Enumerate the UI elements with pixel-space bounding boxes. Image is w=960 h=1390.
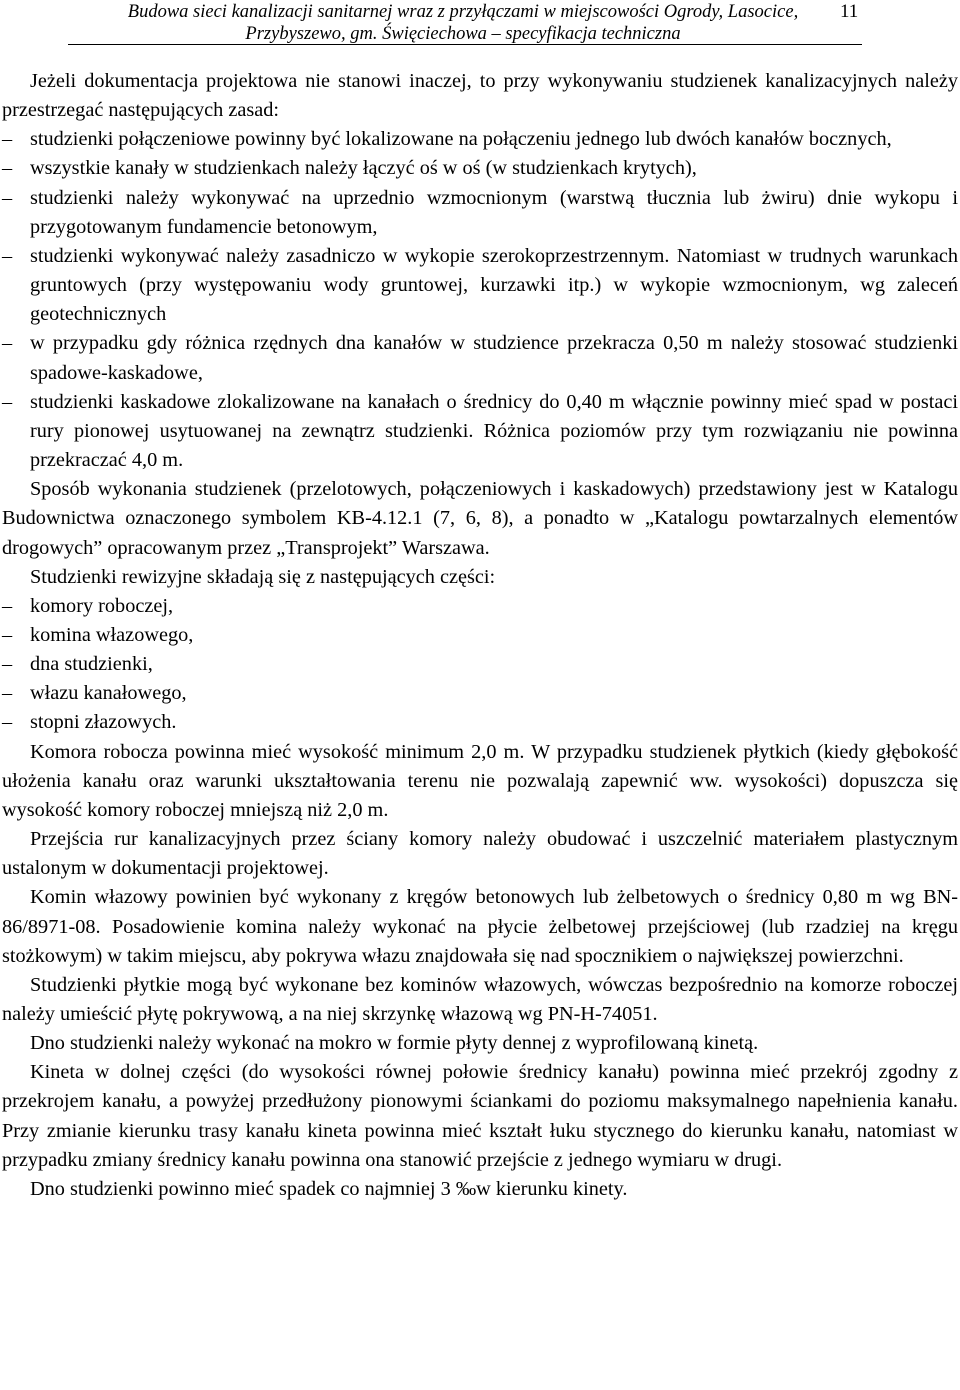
parts-list: [2, 592, 958, 738]
paragraph: Komin włazowy powinien być wykonany z kręgów betonowych lub żelbetowych o średnicy 0,80 m wg BN-86/8971-08. Posadowienie komina należy wykonać na płycie żelbetowej przejściowej (lub rzadziej na kręgu stożkowym) w takim miejscu, aby pokrywa włazu znajdowała się nad spocznikiem o największej powierzchni.: [2, 886, 958, 967]
list-item: – włazu kanałowego,: [2, 679, 958, 708]
paragraph: Studzienki rewizyjne składają się z następujących części:: [30, 565, 496, 588]
paragraph: Przejścia rur kanalizacyjnych przez ściany komory należy obudować i uszczelnić materiałem plastycznym ustalonym w dokumentacji projektowej.: [2, 828, 958, 880]
header-title: [68, 1, 858, 45]
paragraph: Dno studzienki powinno mieć spadek co najmniej 3 ‰w kierunku kinety.: [30, 1177, 628, 1200]
list-item: – studzienki kaskadowe zlokalizowane na kanałach o średnicy do 0,40 m włącznie powinny mieć spad w postaci rury pionowej usytuowanej na zewnątrz studzienki. Różnica poziomów przy tym rozwiązaniu nie powinna przekraczać 4,0 m.: [2, 388, 958, 475]
paragraph: Sposób wykonania studzienek (przelotowych, połączeniowych i kaskadowych) przedstawiony jest w Katalogu Budownictwa oznaczonego symbolem KB-4.12.1 (7, 6, 8), a ponadto w „Katalogu powtarzalnych elementów drogowych” opracowanym przez „Transprojekt” Warszawa.: [2, 478, 958, 559]
list-item: – w przypadku gdy różnica rzędnych dna kanałów w studzience przekracza 0,50 m należy stosować studzienki spadowe-kaskadowe,: [2, 329, 958, 387]
header-title-line-2: Przybyszewo, gm. Święciechowa – specyfikacja techniczna: [245, 24, 681, 44]
list-item: – komina włazowego,: [2, 621, 958, 650]
page-number: 11: [840, 1, 859, 22]
list-item: – komory roboczej,: [2, 592, 958, 621]
list-item: – wszystkie kanały w studzienkach należy łączyć oś w oś (w studzienkach krytych),: [2, 154, 958, 183]
header-title-line-1: Budowa sieci kanalizacji sanitarnej wraz z przyłączami w miejscowości Ogrody, Lasocice,: [127, 2, 799, 22]
list-item: – stopni złazowych.: [2, 708, 958, 737]
list-item: – studzienki wykonywać należy zasadniczo w wykopie szerokoprzestrzennym. Natomiast w trudnych warunkach gruntowych (przy występowaniu wody gruntowej, kurzawki itp.) w wykopie wzmocnionym, wg zaleceń geotechnicznych: [2, 242, 958, 329]
page-header: [2, 0, 958, 44]
header-divider: [68, 44, 862, 45]
list-item: – studzienki należy wykonywać na uprzednio wzmocnionym (warstwą tłucznia lub żwiru) dnie wykopu i przygotowanym fundamencie betonowym,: [2, 184, 958, 242]
paragraph: Komora robocza powinna mieć wysokość minimum 2,0 m. W przypadku studzienek płytkich (kiedy głębokość ułożenia kanału oraz warunki ukształtowania terenu nie pozwalają zapewnić ww. wysokości) dopuszcza się wysokość komory roboczej mniejszą niż 2,0 m.: [2, 740, 958, 821]
document-body: [2, 67, 958, 1204]
list-item: – studzienki połączeniowe powinny być lokalizowane na połączeniu jednego lub dwóch kanałów bocznych,: [2, 125, 958, 154]
paragraph: Kineta w dolnej części (do wysokości równej połowie średnicy kanału) powinna mieć przekrój zgodny z przekrojem kanału, a powyżej przedłużony pionowymi ściankami do poziomu maksymalnego napełnienia kanału. Przy zmianie kierunku trasy kanału kineta powinna mieć kształt łuku stycznego do kierunku kanału, natomiast w przypadku zmiany średnicy kanału powinna ona stanowić przejście z jednego wymiaru w drugi.: [2, 1061, 958, 1171]
paragraph-intro: Jeżeli dokumentacja projektowa nie stanowi inaczej, to przy wykonywaniu studzienek kanalizacyjnych należy przestrzegać następujących zasad:: [2, 70, 958, 122]
list-item: – dna studzienki,: [2, 650, 958, 679]
rules-list: [2, 125, 958, 475]
paragraph: Studzienki płytkie mogą być wykonane bez kominów włazowych, wówczas bezpośrednio na komorze roboczej należy umieścić płytę pokrywową, a na niej skrzynkę włazową wg PN-H-74051.: [2, 973, 958, 1025]
paragraph: Dno studzienki należy wykonać na mokro w formie płyty dennej z wyprofilowaną kinetą.: [30, 1032, 759, 1055]
